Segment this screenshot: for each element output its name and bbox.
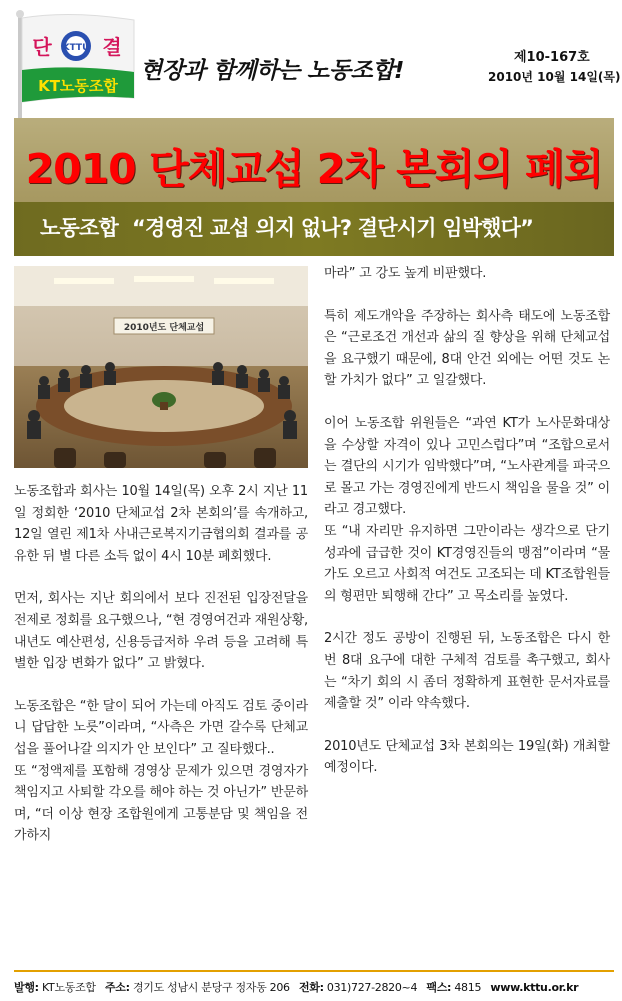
issue-number: 제10-167호 [514,50,590,65]
publisher: KT노동조합 [41,981,96,994]
headline-subtitle [40,212,533,242]
article-paragraph: 마라” 고 강도 높게 비판했다. [324,266,487,281]
article-paragraph: 먼저, 회사는 지난 회의에서 보다 진전된 입장전달을 전제로 정회를 요구했으나, “현 경영여건과 재원상황, 내년도 예산편성, 신용등급저하 우려 등을 고려해 특별한 입장 변화가 없다” 고 밝혔다. [14,591,308,672]
article-left-column [14,481,308,868]
fax-label: 팩스: [426,981,452,994]
subtitle-quote: “경영진 교섭 의지 없나? 결단시기 임박했다” [131,216,534,240]
article-paragraph: 또 “정액제를 포함해 경영상 문제가 있으면 경영자가 책임지고 사퇴할 각오를 해야 하는 것 아닌가” 반문하며, “더 이상 현장 조합원에게 고통분담 및 책임을 전가하지 [14,763,308,844]
article-paragraph: 2010년도 단체교섭 3차 본회의는 19일(화) 개최할 예정이다. [324,738,610,776]
article-paragraph: 노동조합은 “한 달이 되어 가는데 아직도 검토 중이라니 답답한 노릇”이라며, “사측은 가면 갈수록 단체교섭을 풀어나갈 의지가 안 보인다” 고 질타했다.. [14,698,308,757]
union-flag-logo [10,6,138,118]
fax: 4815 [454,981,482,994]
article-paragraph: 노동조합과 회사는 10월 14일(목) 오후 2시 지난 11일 정회한 ‘2010 단체교섭 2차 본회의’를 속개하고, 12일 열린 제1차 사내근로복지기금협의회 결과를 공유한 뒤 별 다른 소득 없이 4시 10분 폐회했다. [14,484,308,564]
publisher-label: 발행: [14,981,39,994]
photo-banner-text: 2010년도 단체교섭 [123,323,205,333]
phone: 031)727-2820~4 [326,981,418,994]
phone-label: 전화: [298,981,324,994]
flag-char-right: 결 [102,35,122,59]
flag-emblem-text: KTTU [62,43,90,53]
footer-rule [14,970,614,972]
flag-union-name: KT노동조합 [38,77,118,95]
website-link[interactable]: www.kttu.or.kr [490,981,579,994]
address: 경기도 성남시 분당구 정자동 206 [132,981,290,994]
article-paragraph: 이어 노동조합 위원들은 “과연 KT가 노사문화대상을 수상할 자격이 있나 고민스럽다”며 “조합으로서는 결단의 시기가 임박했다”며, “노사관계를 파국으로 몰고 가는 경영진에게 반드시 책임을 물을 것” 이라고 경고했다. [324,415,610,518]
subtitle-tag: 노동조합 [40,216,118,240]
header-slogan: 현장과 함께하는 노동조합! [140,58,404,84]
flag-char-left: 단 [32,35,52,59]
article-paragraph: 또 “내 자리만 유지하면 그만이라는 생각으로 단기성과에 급급한 것이 KT경영진들의 맹점”이라며 “물가도 오르고 사회적 여건도 고조되는 데 KT조합원들의 형편만 퇴행해 간다” 고 목소리를 높였다. [324,523,610,604]
article-paragraph: 특히 제도개악을 주장하는 회사측 태도에 노동조합은 “근로조건 개선과 삶의 질 향상을 위해 단체교섭을 요구했기 때문에, 8대 안건 외에는 어떤 것도 논할 가치가 없다” 고 일갈했다. [324,308,610,389]
footer-info [14,979,614,995]
meeting-photo [14,266,308,468]
article-paragraph: 2시간 정도 공방이 진행된 뒤, 노동조합은 다시 한번 8대 요구에 대한 구체적 검토를 촉구했고, 회사는 “차기 회의 시 좀더 정확하게 표현한 문서자료를 제출할 것” 이라 약속했다. [324,631,610,712]
headline-title: 2010 단체교섭 2차 본회의 폐회 [25,145,603,193]
issue-date: 2010년 10월 14일(목) [488,70,621,84]
article-right-column [324,263,610,800]
address-label: 주소: [104,981,130,994]
